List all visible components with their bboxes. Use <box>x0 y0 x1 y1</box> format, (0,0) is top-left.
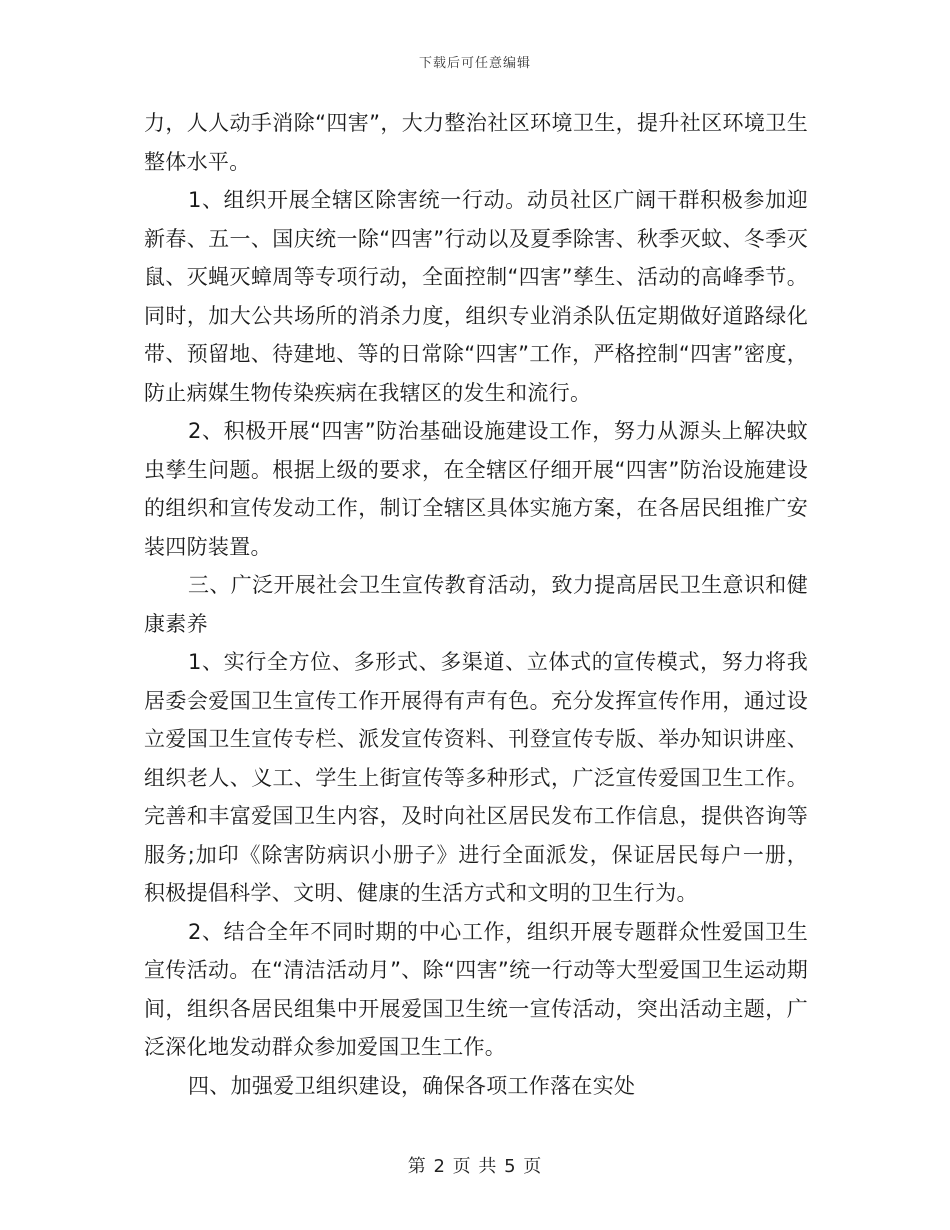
paragraph: 1、组织开展全辖区除害统一行动。动员社区广阔干群积极参加迎新春、五一、国庆统一除“四害”行动以及夏季除害、秋季灭蚊、冬季灭鼠、灭蝇灭蟑周等专项行动，全面控制“四害”孳生、活动的高峰季节。同时，加大公共场所的消杀力度，组织专业消杀队伍定期做好道路绿化带、预留地、待建地、等的日常除“四害”工作，严格控制“四害”密度，防止病媒生物传染疾病在我辖区的发生和流行。 <box>144 188 808 405</box>
section-heading: 三、广泛开展社会卫生宣传教育活动，致力提高居民卫生意识和健康素养 <box>144 573 808 636</box>
section-heading: 四、加强爱卫组织建设，确保各项工作落在实处 <box>188 1073 636 1098</box>
document-body <box>144 104 808 1105</box>
paragraph: 1、实行全方位、多形式、多渠道、立体式的宣传模式，努力将我居委会爱国卫生宣传工作开展得有声有色。充分发挥宣传作用，通过设立爱国卫生宣传专栏、派发宣传资料、刊登宣传专版、举办知识讲座、组织老人、义工、学生上街宣传等多种形式，广泛宣传爱国卫生工作。完善和丰富爱国卫生内容，及时向社区居民发布工作信息，提供咨询等服务;加印《除害防病识小册子》进行全面派发，保证居民每户一册，积极提倡科学、文明、健康的生活方式和文明的卫生行为。 <box>144 650 808 905</box>
paragraph: 2、结合全年不同时期的中心工作，组织开展专题群众性爱国卫生宣传活动。在“清洁活动月”、除“四害”统一行动等大型爱国卫生运动期间，组织各居民组集中开展爱国卫生统一宣传活动，突出活动主题，广泛深化地发动群众参加爱国卫生工作。 <box>144 919 808 1059</box>
paragraph: 2、积极开展“四害”防治基础设施建设工作，努力从源头上解决蚊虫孳生问题。根据上级的要求，在全辖区仔细开展“四害”防治设施建设的组织和宣传发动工作，制订全辖区具体实施方案，在各居民组推广安装四防装置。 <box>144 419 808 559</box>
page-number: 第 2 页 共 5 页 <box>407 1156 543 1177</box>
paragraph: 力，人人动手消除“四害”，大力整治社区环境卫生，提升社区环境卫生整体水平。 <box>144 111 808 174</box>
page-header: 下载后可任意编辑 <box>418 56 531 71</box>
